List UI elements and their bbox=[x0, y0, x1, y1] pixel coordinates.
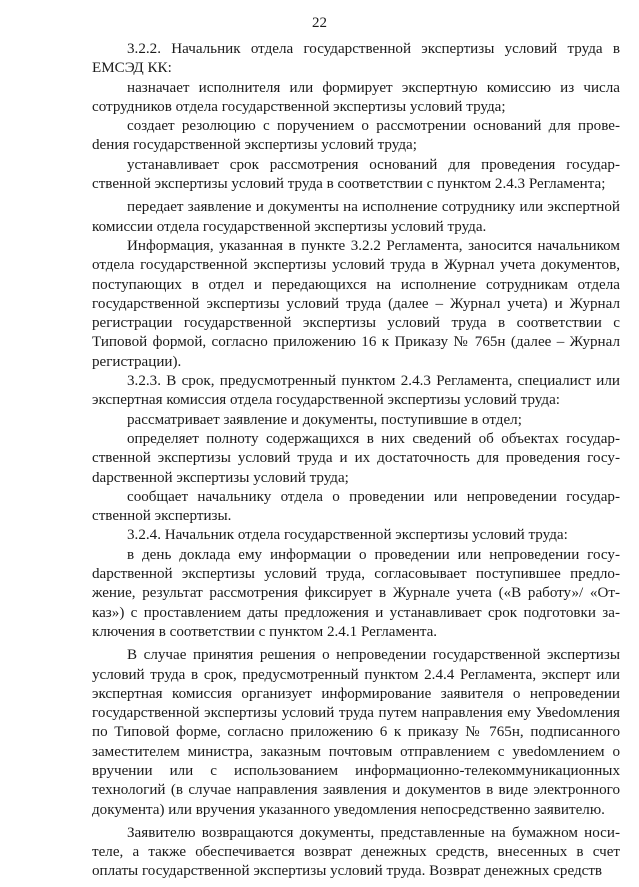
paragraph-set-deadline: устанавливает срок рассмотрения оснований для проведения государственной экспертизы условий труда в соответствии с пунктом 2.4.3 Регламента; bbox=[92, 156, 620, 193]
paragraph-return-documents: Заявителю возвращаются документы, представленные на бумажном носителе, а также обеспечивается возврат денежных средств, внесенных в счет оплаты государственной экспертизы условий труда. Возврат денежных средств bbox=[92, 824, 620, 880]
paragraph-review-application: рассматривает заявление и документы, поступившие в отдел; bbox=[127, 411, 522, 428]
page-number: 22 bbox=[312, 15, 327, 31]
paragraph-assign-executor: назначает исполнителя или формирует экспертную комиссию из числа сотрудников отдела государственной экспертизы условий труда; bbox=[92, 79, 620, 115]
paragraph-create-resolution: создает резолюцию с поручением о рассмотрении оснований для провеdения государственной экспертизы условий труда; bbox=[92, 118, 620, 154]
paragraph-report-to-head: сообщает начальнику отдела о проведении или непроведении государственной экспертизы. bbox=[92, 488, 620, 525]
paragraph-determine-completeness: определяет полноту содержащихся в них сведений об объектах государственной экспертизы условий труда и их достаточность для проведения госуdарственной экспертизы условий труда; bbox=[92, 430, 620, 486]
paragraph-information-journal: Информация, указанная в пункте 3.2.2 Регламента, заносится начальником отдела государственной экспертизы условий труда в Журнал учета документов, поступающих в отдел и передающихся на исполнение сотрудникам отдела государственной экспертизы условий труда (далее – Журнал учета) и Журнал регистрации государственной экспертизы условий труда в соответствии с Типовой формой, согласно приложению 16 к Приказу № 765н (далее – Журнал регистрации). bbox=[92, 237, 620, 370]
paragraph-3-2-4: 3.2.4. Начальник отдела государственной экспертизы условий труда: bbox=[127, 527, 568, 544]
paragraph-decision-not-to-conduct: В случае принятия решения о непроведении государственной экспертизы условий труда в срок, предусмотренный пунктом 2.4.4 Регламента, эксперт или экспертная комиссия организует информирование заявителя о непроведении государственной экспертизы условий труда путем направления ему Увеdомления по Типовой форме, согласно приложению 6 к приказу № 765н, подписанного заместителем министра, заказным почтовым отправлением с увеdомлением о вручении или с использованием информационно-телекоммуникационных технологий (в случае направления заявления и документов в виде электронного документа) или вручения указанного уведомления непосредственно заявителю. bbox=[92, 647, 620, 818]
paragraph-day-of-report: в день доклада ему информации о проведении или непроведении госуdарственной экспертизы условий труда, согласовывает поступившее предложение, результат рассмотрения фиксирует в Журнале учета («В работу»/ «Отказ») с проставлением даты предложения и устанавливает срок подготовки заключения в соответствии с пунктом 2.4.1 Регламента. bbox=[92, 546, 620, 640]
paragraph-3-2-2: 3.2.2. Начальник отдела государственной экспертизы условий труда в ЕМСЭД КК: bbox=[92, 41, 620, 77]
document-body bbox=[92, 40, 620, 882]
paragraph-transfer-documents: передает заявление и документы на исполнение сотруднику или экспертной комиссии отдела государственной экспертизы условий труда. bbox=[92, 199, 620, 235]
paragraph-3-2-3: 3.2.3. В срок, предусмотренный пунктом 2.4.3 Регламента, специалист или экспертная комиссия отдела государственной экспертизы условий труда: bbox=[92, 373, 620, 409]
